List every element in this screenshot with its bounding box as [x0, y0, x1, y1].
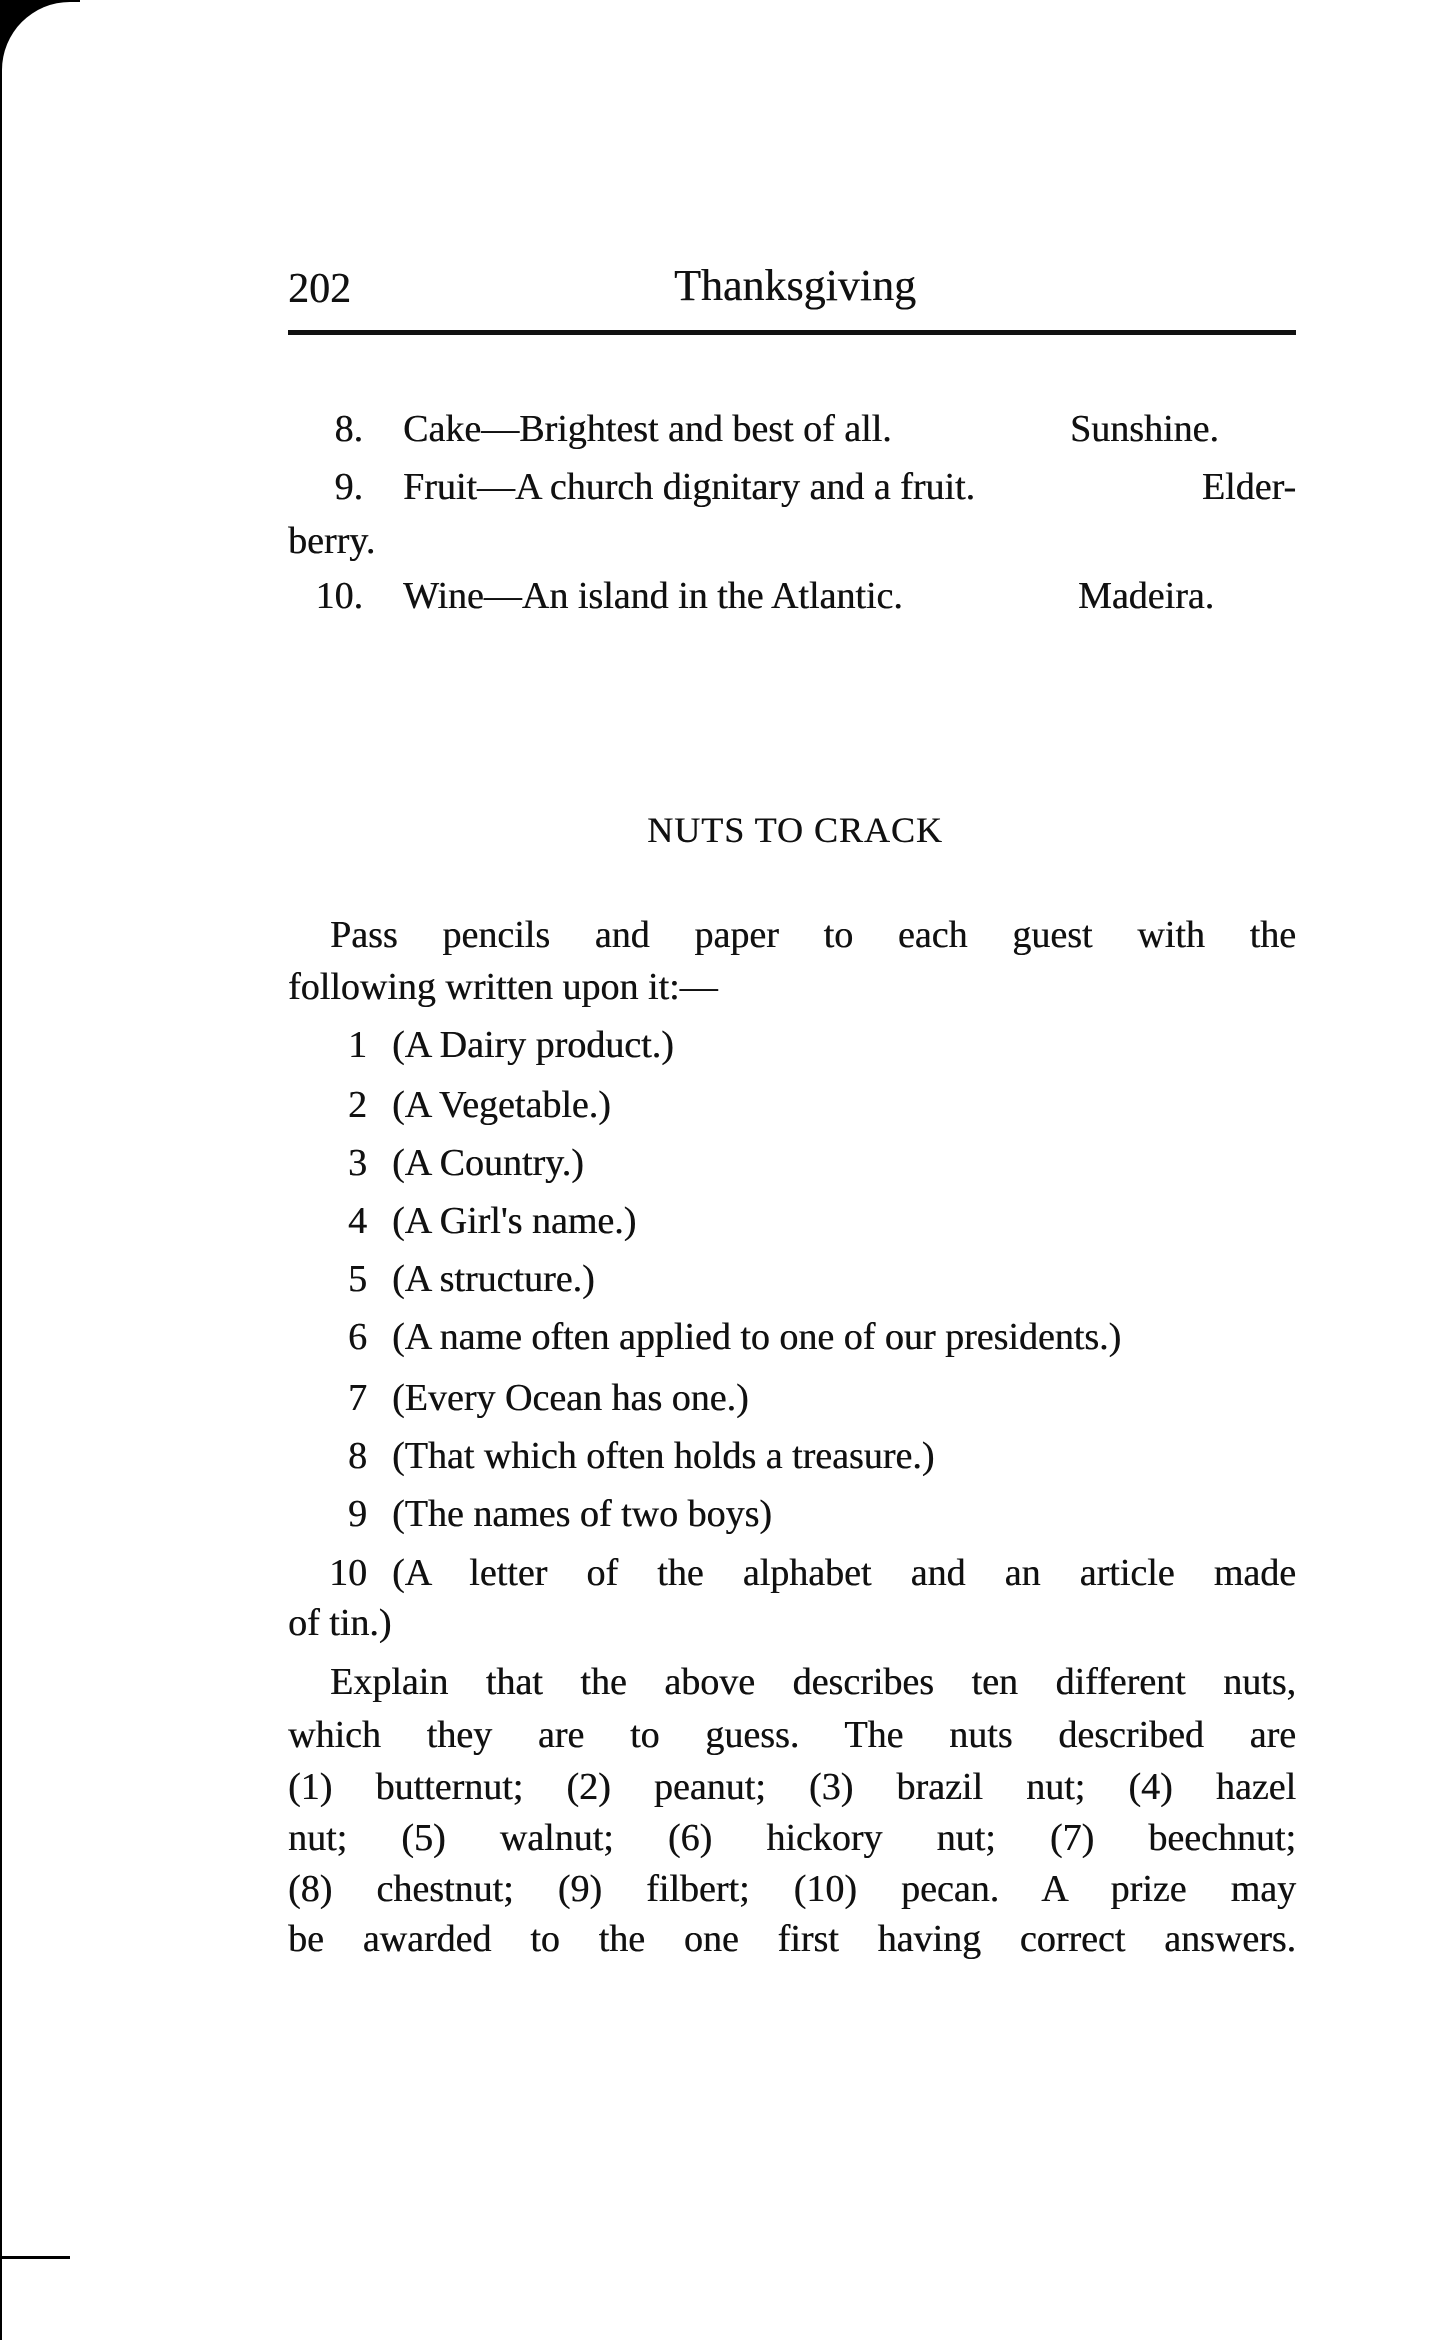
clue-number: 2: [348, 1084, 367, 1126]
page-edge-line: [0, 2256, 70, 2259]
clue-continuation: of tin.): [288, 1602, 392, 1644]
explanation-line: (1) butternut; (2) peanut; (3) brazil nut; (4) hazel: [288, 1766, 1296, 1808]
item-answer: Sunshine.: [1070, 408, 1219, 450]
item-text: Wine—An island in the Atlantic.: [403, 575, 903, 617]
clue-number: 7: [348, 1377, 367, 1419]
explanation-line: (8) chestnut; (9) filbert; (10) pecan. A prize may: [288, 1868, 1296, 1910]
clue-number: 9: [348, 1493, 367, 1535]
clue-number: 6: [348, 1316, 367, 1358]
clue-text: (A structure.): [392, 1258, 595, 1300]
item-number: 10.: [315, 575, 363, 617]
intro-line: following written upon it:—: [288, 966, 718, 1008]
clue-number: 1: [348, 1024, 367, 1066]
clue-number: 5: [348, 1258, 367, 1300]
clue-number: 10: [329, 1552, 367, 1594]
clue-text: (The names of two boys): [392, 1493, 772, 1535]
intro-line: Pass pencils and paper to each guest with the: [330, 914, 1296, 956]
clue-number: 3: [348, 1142, 367, 1184]
clue-number: 4: [348, 1200, 367, 1242]
item-number: 8.: [334, 408, 363, 450]
clue-text: (Every Ocean has one.): [392, 1377, 749, 1419]
item-text: Fruit—A church dignitary and a fruit.: [403, 466, 975, 508]
explanation-line: nut; (5) walnut; (6) hickory nut; (7) beechnut;: [288, 1817, 1296, 1859]
header-rule: [288, 330, 1296, 335]
item-answer: Madeira.: [1078, 575, 1215, 617]
page-number: 202: [288, 266, 351, 312]
item-continuation: berry.: [288, 520, 376, 562]
clue-text: (A name often applied to one of our presidents.): [392, 1316, 1122, 1358]
clue-text: (A Dairy product.): [392, 1024, 674, 1066]
clue-number: 8: [348, 1435, 367, 1477]
running-title: Thanksgiving: [674, 261, 916, 310]
clue-text: (A letter of the alphabet and an article made: [392, 1552, 1296, 1594]
item-answer: Elder-: [1201, 466, 1296, 508]
clue-text: (A Girl's name.): [392, 1200, 637, 1242]
item-text: Cake—Brightest and best of all.: [403, 408, 892, 450]
explanation-line: which they are to guess. The nuts described are: [288, 1714, 1296, 1756]
explanation-line: be awarded to the one first having correct answers.: [288, 1918, 1296, 1960]
clue-text: (A Vegetable.): [392, 1084, 611, 1126]
explanation-line: Explain that the above describes ten different nuts,: [330, 1661, 1296, 1703]
page-edge-shadow: [0, 0, 80, 2340]
clue-text: (A Country.): [392, 1142, 584, 1184]
clue-text: (That which often holds a treasure.): [392, 1435, 935, 1477]
section-heading: NUTS TO CRACK: [647, 810, 943, 850]
item-number: 9.: [334, 466, 363, 508]
